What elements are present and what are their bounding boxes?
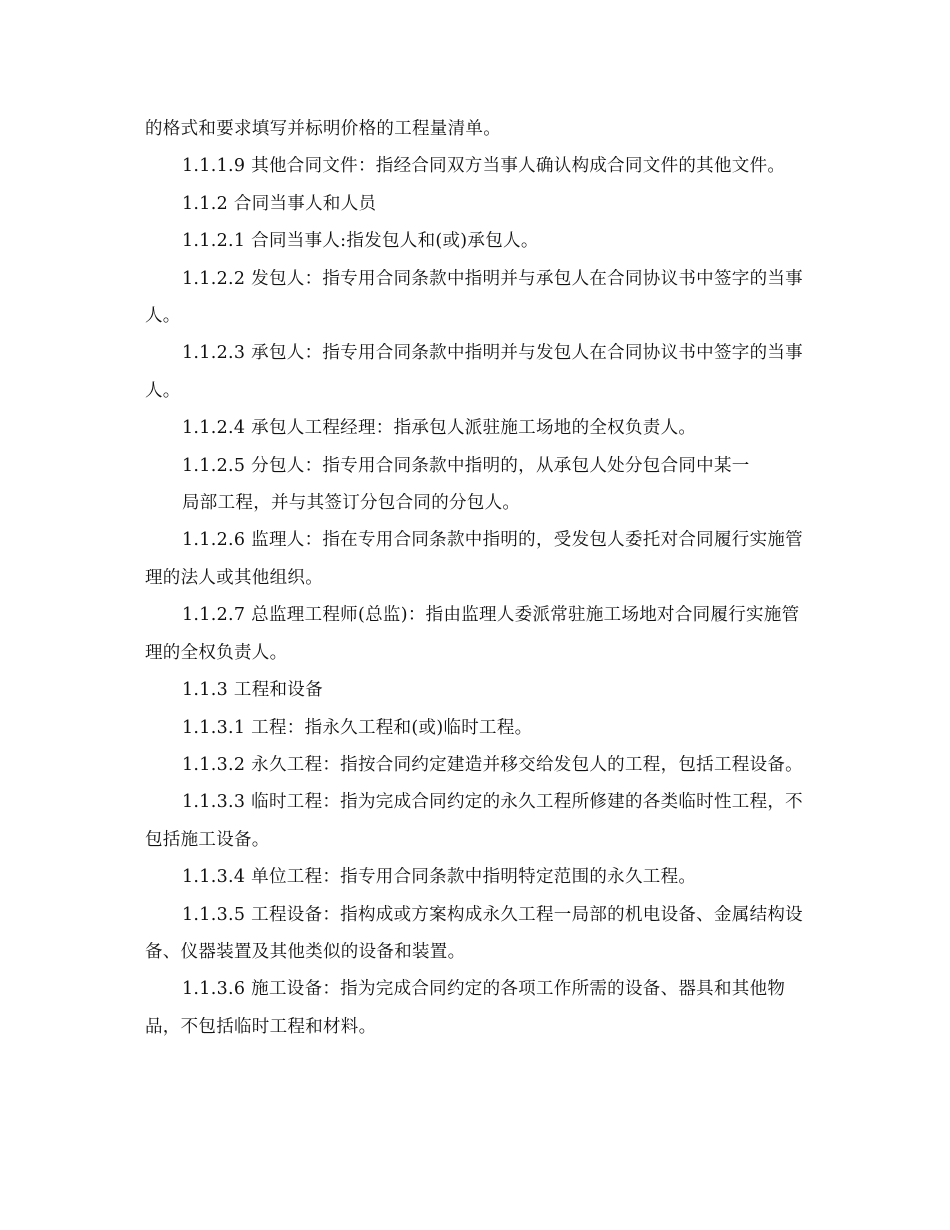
clause-1-1-3-2: 1.1.3.2 永久工程：指按合同约定建造并移交给发包人的工程，包括工程设备。 xyxy=(182,754,803,775)
section-heading-1-1-3: 1.1.3 工程和设备 xyxy=(182,680,323,701)
clause-1-1-2-5-continuation: 局部工程，并与其签订分包合同的分包人。 xyxy=(182,493,521,514)
clause-1-1-2-3: 1.1.2.3 承包人：指专用合同条款中指明并与发包人在合同协议书中签字的当事人。 xyxy=(145,343,803,401)
clause-1-1-2-1: 1.1.2.1 合同当事人:指发包人和(或)承包人。 xyxy=(182,231,539,252)
clause-1-1-3-4: 1.1.3.4 单位工程：指专用合同条款中指明特定范围的永久工程。 xyxy=(182,867,697,888)
section-heading-1-1-2: 1.1.2 合同当事人和人员 xyxy=(182,193,377,214)
clause-1-1-2-5: 1.1.2.5 分包人：指专用合同条款中指明的，从承包人处分包合同中某一 xyxy=(182,455,750,476)
clause-1-1-1-9: 1.1.1.9 其他合同文件：指经合同双方当事人确认构成合同文件的其他文件。 xyxy=(182,156,786,177)
clause-1-1-3-6: 1.1.3.6 施工设备：指为完成合同约定的各项工作所需的设备、器具和其他物品，不包括临时工程和材料。 xyxy=(145,979,786,1037)
clause-1-1-3-1: 1.1.3.1 工程：指永久工程和(或)临时工程。 xyxy=(182,717,533,738)
clause-1-1-2-2: 1.1.2.2 发包人：指专用合同条款中指明并与承包人在合同协议书中签字的当事人。 xyxy=(145,268,803,327)
clause-1-1-2-4: 1.1.2.4 承包人工程经理：指承包人派驻施工场地的全权负责人。 xyxy=(182,418,697,439)
paragraph-continuation: 的格式和要求填写并标明价格的工程量清单。 xyxy=(145,119,501,139)
document-body xyxy=(145,111,805,1046)
clause-1-1-2-7: 1.1.2.7 总监理工程师(总监)：指由监理人委派常驻施工场地对合同履行实施管理的全权负责人。 xyxy=(145,605,800,663)
clause-1-1-3-3: 1.1.3.3 临时工程：指为完成合同约定的永久工程所修建的各类临时性工程，不包括施工设备。 xyxy=(145,792,803,850)
clause-1-1-2-6: 1.1.2.6 监理人：指在专用合同条款中指明的，受发包人委托对合同履行实施管理的法人或其他组织。 xyxy=(145,530,803,588)
clause-1-1-3-5: 1.1.3.5 工程设备：指构成或方案构成永久工程一局部的机电设备、金属结构设备、仪器装置及其他类似的设备和装置。 xyxy=(145,904,803,962)
